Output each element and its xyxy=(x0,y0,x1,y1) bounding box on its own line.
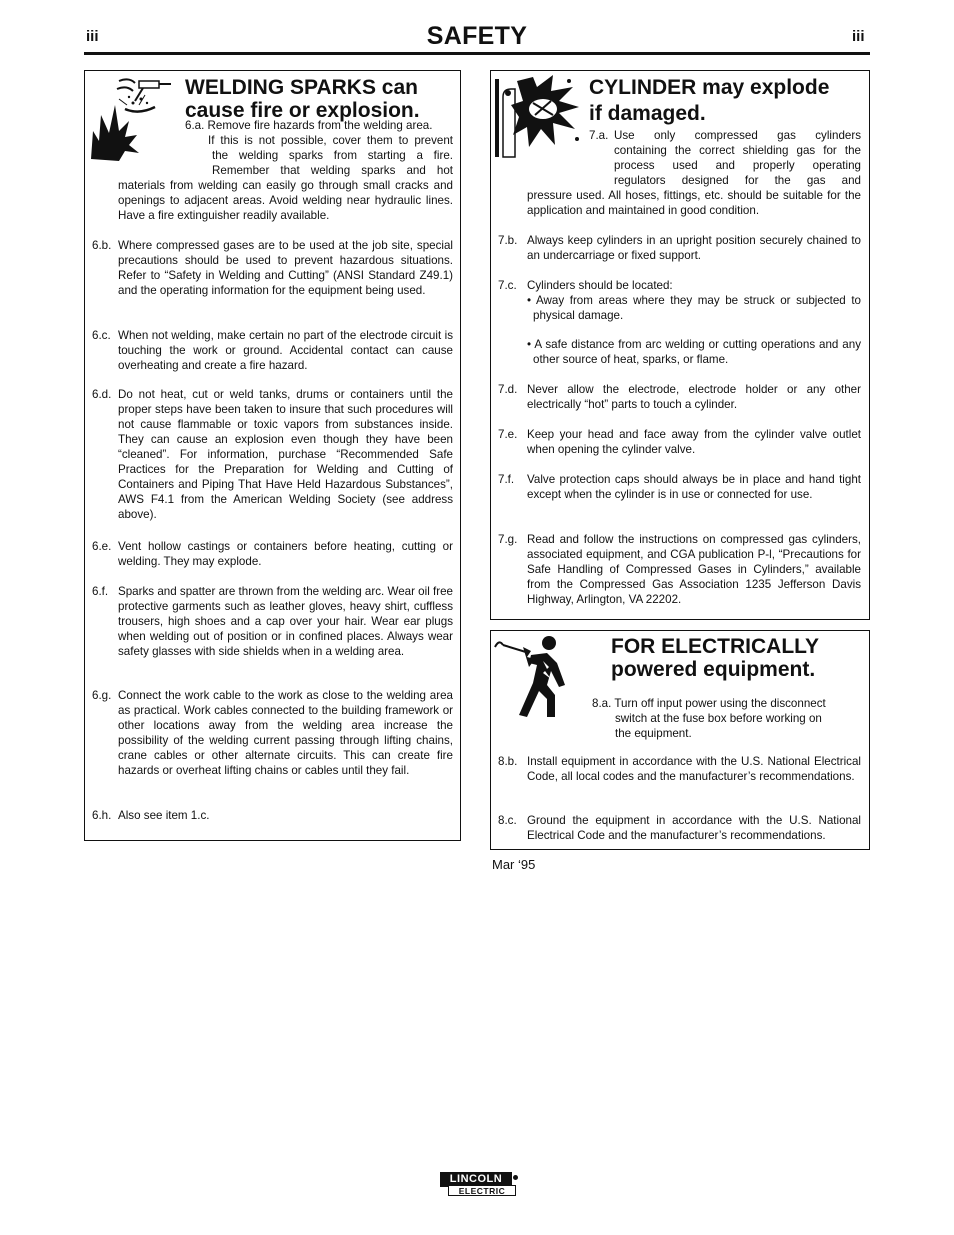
lincoln-electric-logo xyxy=(438,1172,518,1198)
item-7c-bullet2: • A safe distance from arc welding or cutting operations and any other source of heat, sparks, or flame. xyxy=(527,338,861,366)
item-number: 7.g. xyxy=(498,533,518,546)
item-7a-line2: containing the correct shielding gas for the xyxy=(614,144,861,157)
section-title-line1: CYLINDER may explode xyxy=(589,76,830,99)
item-text: Keep your head and face away from the cylinder valve outlet when opening the cylinder valve. xyxy=(527,428,861,456)
item-6a-line2: If this is not possible, cover them to prevent xyxy=(208,134,453,147)
electrical-equipment-section xyxy=(490,630,870,850)
item-number: 7.a. xyxy=(589,129,609,142)
item-number: 7.c. xyxy=(498,279,517,292)
section-title-line2: if damaged. xyxy=(589,102,706,125)
item-7c-bullet1: • Away from areas where they may be struck or subjected to physical damage. xyxy=(527,294,861,322)
revision-date: Mar ‘95 xyxy=(492,857,536,872)
item-8a-line2: switch at the fuse box before working on xyxy=(615,712,822,725)
item-text: Always keep cylinders in an upright position securely chained to an undercarriage or fixed support. xyxy=(527,234,861,262)
cylinder-section xyxy=(490,70,870,620)
item-8a-line3: the equipment. xyxy=(615,727,692,740)
page-title: SAFETY xyxy=(426,22,528,50)
item-text: Read and follow the instructions on compressed gas cylinders, associated equipment, and CGA publication P-l, “Precautions for Safe Handling of Compressed Gases in Cylinders,” available from the Compressed Gas Association 1235 Jefferson Davis Highway, Arlington, VA 22202. xyxy=(527,533,861,606)
welding-sparks-explosion-icon xyxy=(89,75,175,161)
item-text: When not welding, make certain no part of the electrode circuit is touching the work or ground. Accidental contact can cause overheating and create a fire hazard. xyxy=(118,329,453,372)
item-number: 8.c. xyxy=(498,814,517,827)
section-title-line2: cause fire or explosion. xyxy=(185,99,420,122)
item-number: 7.f. xyxy=(498,473,515,486)
section-title-line1: FOR ELECTRICALLY xyxy=(611,635,820,658)
item-6a-rest: materials from welding can easily go through small cracks and openings to adjacent areas. Avoid welding near hydraulic lines. Have a fire extinguisher readily available. xyxy=(118,179,453,222)
item-text-line1: Use only compressed gas cylinders xyxy=(614,129,861,142)
item-text: Cylinders should be located: xyxy=(527,279,673,292)
item-text: Connect the work cable to the work as close to the welding area as practical. Work cables connected to the building framework or other locations away from the welding area increase the possibility of the welding current passing through lifting chains, crane cables or other alternate circuits. This can create fire hazards or overheat lifting chains or cables until they fail. xyxy=(118,689,453,777)
logo-bottom: ELECTRIC xyxy=(448,1185,516,1196)
electric-shock-icon xyxy=(493,633,579,719)
item-text: Also see item 1.c. xyxy=(118,809,210,822)
welding-sparks-section xyxy=(84,70,461,841)
section-title-line1: WELDING SPARKS can xyxy=(185,76,418,99)
item-7a-rest: pressure used. All hoses, fittings, etc. should be suitable for the application and maintained in good condition. xyxy=(527,189,861,217)
item-number: 7.e. xyxy=(498,428,518,441)
item-number: 6.b. xyxy=(92,239,112,252)
item-text: Sparks and spatter are thrown from the welding arc. Wear oil free protective garments such as leather gloves, heavy shirt, cuffless trousers, high shoes and a cap over your hair. Wear ear plugs when welding out of position or in confined places. Always wear safety glasses with side shields when in a welding area. xyxy=(118,585,453,658)
item-number: 6.e. xyxy=(92,540,112,553)
item-7a-line4: regulators designed for the gas and xyxy=(614,174,861,187)
item-number: 7.b. xyxy=(498,234,518,247)
item-number: 6.f. xyxy=(92,585,109,598)
page-number-right: iii xyxy=(852,28,865,45)
item-text: Do not heat, cut or weld tanks, drums or containers until the proper steps have been taken to insure that such procedures will not cause flammable or toxic vapors from substances inside. They can cause an explosion even though they have been “cleaned”. For information, purchase “Recommended Safe Practices for the Preparation for Welding and Cutting of Containers and Piping That Have Held Hazardous Substances”, AWS F4.1 from the American Welding Society (see address above). xyxy=(118,388,453,521)
item-number: 6.h. xyxy=(92,809,112,822)
item-text: Vent hollow castings or containers before heating, cutting or welding. They may explode. xyxy=(118,540,453,568)
item-number: 6.g. xyxy=(92,689,112,702)
item-text: Install equipment in accordance with the U.S. National Electrical Code, all local codes and the manufacturer’s recommendations. xyxy=(527,755,861,783)
logo-registered-dot xyxy=(513,1175,518,1180)
item-number: 6.c. xyxy=(92,329,111,342)
item-6a-line1: 6.a. Remove fire hazards from the welding area. xyxy=(185,119,433,132)
exploding-cylinder-icon xyxy=(493,73,581,159)
item-text: Ground the equipment in accordance with the U.S. National Electrical Code and the manufacturer’s recommendations. xyxy=(527,814,861,842)
item-6a-line4: Remember that welding sparks and hot xyxy=(212,164,453,177)
item-text: Where compressed gases are to be used at the job site, special precautions should be used to prevent hazardous situations. Refer to “Safety in Welding and Cutting” (ANSI Standard Z49.1) and the operating information for the equipment being used. xyxy=(118,239,453,297)
item-number: 6.d. xyxy=(92,388,112,401)
section-title-line2: powered equipment. xyxy=(611,658,816,681)
item-number: 7.d. xyxy=(498,383,518,396)
item-text: Valve protection caps should always be in place and hand tight except when the cylinder is in use or connected for use. xyxy=(527,473,861,501)
page-number-left: iii xyxy=(86,28,99,45)
logo-top: LINCOLN xyxy=(440,1172,512,1187)
item-6a-line3: the welding sparks from starting a fire. xyxy=(212,149,453,162)
item-7a-line3: process used and properly operating xyxy=(614,159,861,172)
item-text: Never allow the electrode, electrode holder or any other electrically “hot” parts to touch a cylinder. xyxy=(527,383,861,411)
item-number: 8.b. xyxy=(498,755,518,768)
item-8a-line1: 8.a. Turn off input power using the disconnect xyxy=(592,697,826,710)
header-rule xyxy=(84,52,870,55)
